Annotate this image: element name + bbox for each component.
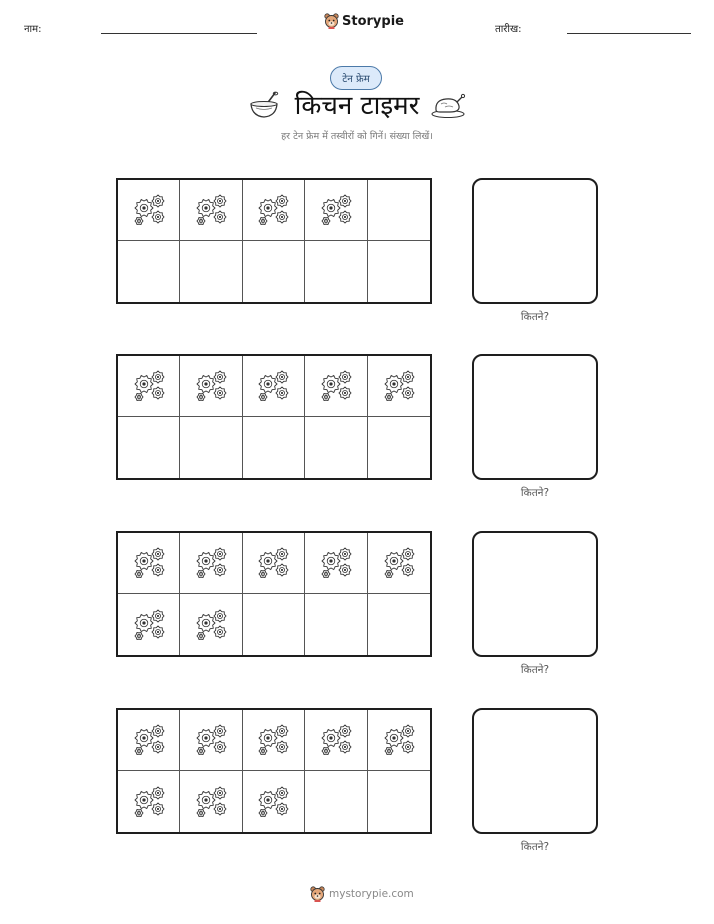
frame-cell-filled — [118, 356, 180, 417]
answer-label: कितने? — [520, 311, 550, 323]
date-label: तारीख: — [495, 24, 522, 35]
gears-icon — [380, 367, 418, 405]
name-line[interactable] — [101, 33, 257, 34]
gears-icon — [130, 783, 168, 821]
bear-mascot-icon — [324, 13, 339, 29]
gears-icon — [380, 721, 418, 759]
frame-cell-filled — [305, 356, 367, 417]
frame-cell-filled — [368, 356, 430, 417]
gears-icon — [130, 544, 168, 582]
frame-cell-filled — [243, 710, 305, 771]
frame-cell-empty — [368, 241, 430, 302]
frame-cell-empty — [243, 241, 305, 302]
frame-cell-empty — [243, 417, 305, 478]
frame-cell-filled — [243, 180, 305, 241]
footer-url: mystorypie.com — [329, 888, 414, 900]
frame-cell-filled — [180, 771, 242, 832]
gears-icon — [130, 721, 168, 759]
frame-cell-filled — [243, 533, 305, 594]
ten-frame-badge: टेन फ्रेम — [330, 66, 382, 90]
storypie-logo — [324, 13, 404, 29]
answer-label: कितने? — [520, 487, 550, 499]
frame-cell-empty — [243, 594, 305, 655]
ten-frame — [116, 178, 432, 304]
gears-icon — [317, 721, 355, 759]
frame-cell-empty — [368, 180, 430, 241]
gears-icon — [317, 544, 355, 582]
frame-cell-empty — [305, 417, 367, 478]
frame-cell-filled — [180, 710, 242, 771]
gears-icon — [192, 544, 230, 582]
frame-cell-filled — [180, 533, 242, 594]
date-line[interactable] — [567, 33, 691, 34]
frame-cell-filled — [368, 533, 430, 594]
gears-icon — [254, 783, 292, 821]
frame-cell-empty — [118, 241, 180, 302]
frame-cell-filled — [180, 594, 242, 655]
roast-chicken-icon — [430, 91, 466, 119]
frame-cell-filled — [305, 180, 367, 241]
frame-cell-empty — [368, 771, 430, 832]
frame-cell-empty — [368, 594, 430, 655]
ten-frame — [116, 354, 432, 480]
frame-cell-empty — [305, 594, 367, 655]
frame-cell-empty — [180, 241, 242, 302]
gears-icon — [130, 367, 168, 405]
ten-frame — [116, 531, 432, 657]
frame-cell-filled — [118, 180, 180, 241]
gears-icon — [130, 606, 168, 644]
gears-icon — [254, 721, 292, 759]
frame-cell-filled — [118, 771, 180, 832]
answer-label: कितने? — [520, 841, 550, 853]
gears-icon — [130, 191, 168, 229]
frame-cell-filled — [243, 356, 305, 417]
gears-icon — [192, 721, 230, 759]
frame-cell-filled — [305, 533, 367, 594]
frame-cell-filled — [180, 356, 242, 417]
answer-box[interactable] — [472, 354, 598, 480]
frame-cell-empty — [180, 417, 242, 478]
gears-icon — [192, 783, 230, 821]
gears-icon — [317, 191, 355, 229]
gears-icon — [254, 367, 292, 405]
frame-cell-empty — [118, 417, 180, 478]
frame-cell-filled — [305, 710, 367, 771]
frame-cell-filled — [180, 180, 242, 241]
frame-cell-empty — [305, 771, 367, 832]
gears-icon — [192, 191, 230, 229]
gears-icon — [192, 367, 230, 405]
gears-icon — [254, 191, 292, 229]
frame-cell-filled — [368, 710, 430, 771]
answer-label: कितने? — [520, 664, 550, 676]
bear-mascot-icon — [310, 886, 325, 902]
gears-icon — [254, 544, 292, 582]
answer-box[interactable] — [472, 531, 598, 657]
frame-cell-filled — [118, 533, 180, 594]
name-label: नाम: — [24, 24, 42, 35]
gears-icon — [380, 544, 418, 582]
ten-frame — [116, 708, 432, 834]
footer — [310, 886, 414, 902]
frame-cell-filled — [118, 710, 180, 771]
instructions: हर टेन फ्रेम में तस्वीरों को गिनें। संख्या लिखें। — [281, 131, 433, 142]
worksheet-title: किचन टाइमर — [294, 91, 420, 121]
frame-cell-filled — [118, 594, 180, 655]
frame-cell-filled — [243, 771, 305, 832]
frame-cell-empty — [305, 241, 367, 302]
gears-icon — [192, 606, 230, 644]
brand-name: Storypie — [342, 13, 404, 29]
frame-cell-empty — [368, 417, 430, 478]
answer-box[interactable] — [472, 178, 598, 304]
answer-box[interactable] — [472, 708, 598, 834]
gears-icon — [317, 367, 355, 405]
